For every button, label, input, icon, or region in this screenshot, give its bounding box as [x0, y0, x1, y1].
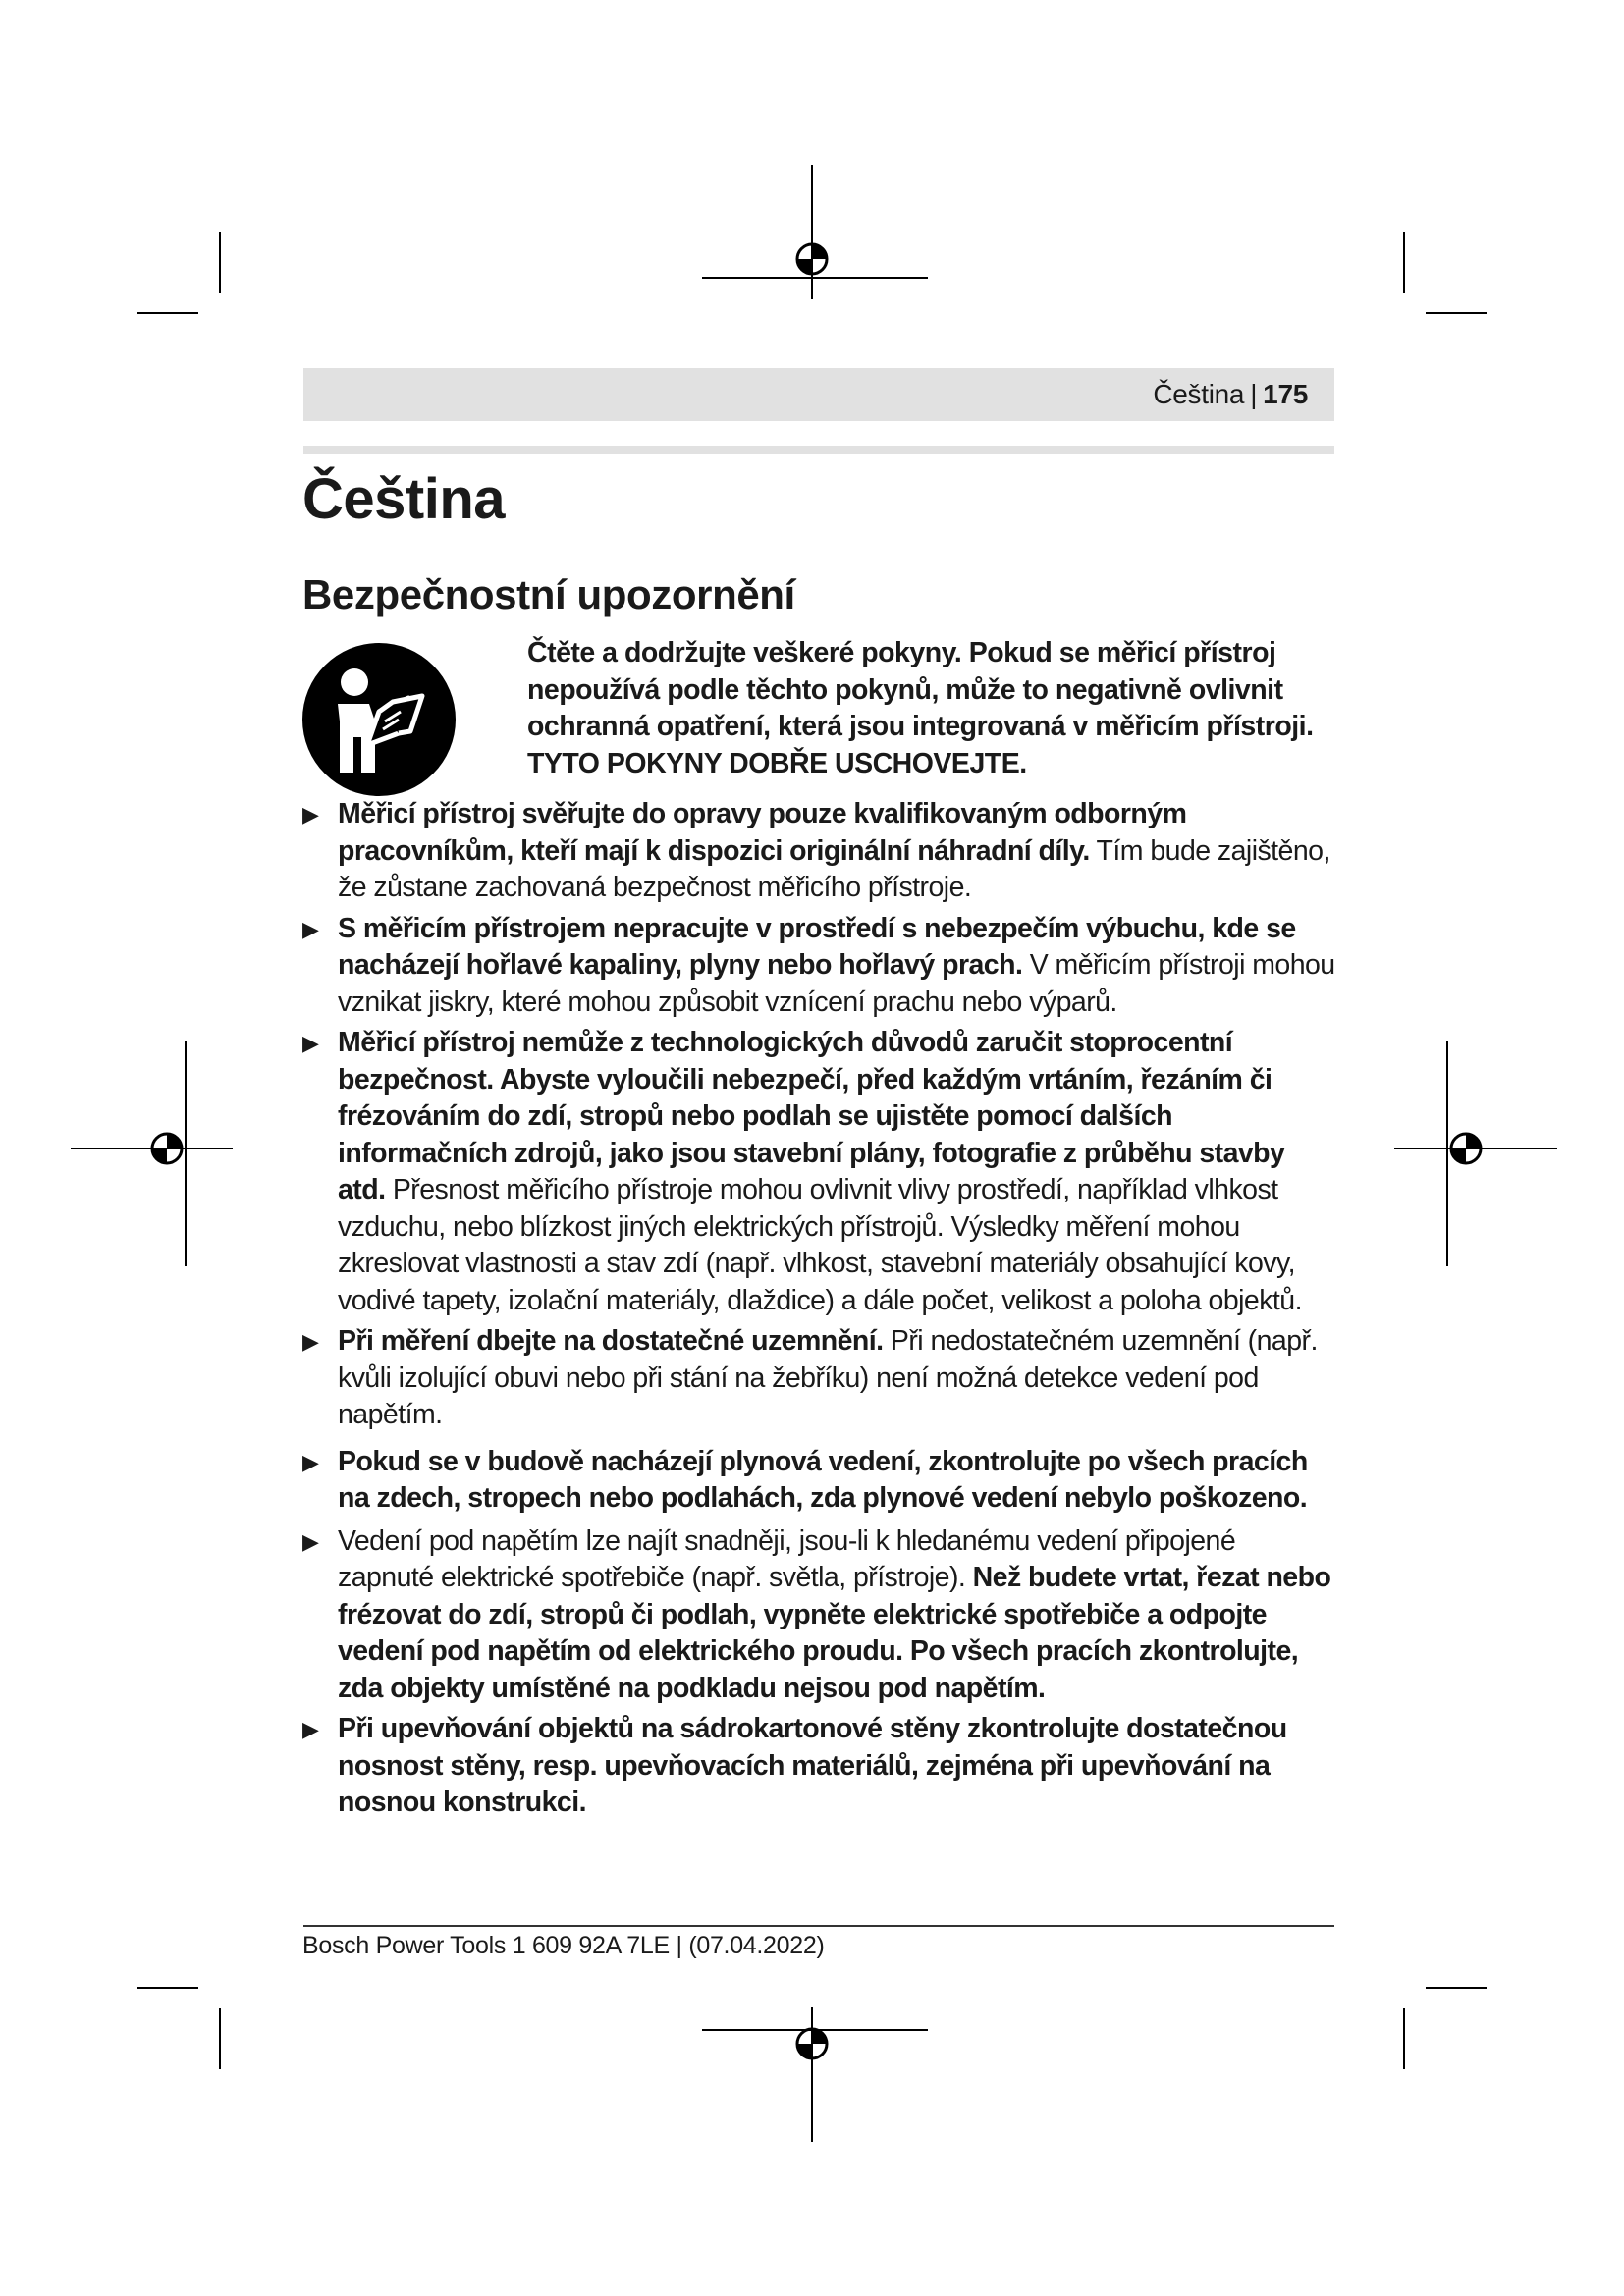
bullet-arrow-icon: ▶ [302, 1329, 319, 1354]
registration-target-top [797, 244, 827, 274]
bullet-bold: Při měření dbejte na dostatečné uzemnění. [338, 1325, 884, 1357]
registration-target-left [152, 1134, 182, 1163]
list-item [302, 1711, 1338, 1822]
page-number: 175 [1263, 379, 1308, 409]
registration-target-right [1451, 1134, 1481, 1163]
bullet-bold: Při upevňování objektů na sádrokartonové stěny zkontrolujte dostatečnou nosnost stěny, resp. upevňovacích materiálů, zejména při upevňování na nosnou konstrukci. [338, 1713, 1287, 1818]
bullet-bold-continuation: Než budete vrtat, řezat nebo frézovat do zdí, stropů či podlah, vypněte elektrické spotřebiče a odpojte vedení pod napětím od elektrického proudu. Po všech pracích zkontrolujte, zda objekty umístěné na podkladu nejsou pod napětím. [338, 1562, 1331, 1704]
footer-rule [303, 1925, 1334, 1927]
bullet-arrow-icon: ▶ [302, 916, 319, 941]
bullet-arrow-icon: ▶ [302, 1717, 319, 1741]
read-manual-icon [302, 643, 456, 796]
bullet-text: Vedení pod napětím lze najít snadněji, jsou-li k hledanému vedení připojené zapnuté elektrické spotřebiče (např. světla, přístroje). [338, 1524, 1236, 1593]
registration-target-bottom [797, 2029, 827, 2058]
bullet-bold: Pokud se v budově nacházejí plynová vedení, zkontrolujte po všech pracích na zdech, stropech nebo podlahách, zda plynové vedení nebylo poškozeno. [338, 1445, 1308, 1514]
intro-keep-instructions: TYTO POKYNY DOBŘE USCHOVEJTE. [527, 747, 1027, 779]
list-item [302, 1025, 1338, 1319]
running-header [1153, 380, 1308, 409]
bullet-arrow-icon: ▶ [302, 1528, 319, 1554]
footer-text: Bosch Power Tools 1 609 92A 7LE | (07.04.2022) [302, 1932, 825, 1959]
bullet-arrow-icon: ▶ [302, 802, 319, 827]
bullet-bold: Měřicí přístroj svěřujte do opravy pouze kvalifikovaným odborným pracovníkům, kteří mají k dispozici originální náhradní díly. [338, 798, 1187, 867]
header-rule [303, 446, 1334, 454]
header-language: Čeština [1153, 379, 1245, 409]
list-item [302, 1523, 1338, 1708]
bullet-arrow-icon: ▶ [302, 1031, 319, 1055]
bullet-text: Přesnost měřicího přístroje mohou ovlivnit vlivy prostředí, například vlhkost vzduchu, nebo blízkost jiných elektrických přístrojů. Výsledky měření mohou zkreslovat vlastnosti a stav zdí (např. vlhkost, stavební materiály obsahující kovy, vodivé tapety, izolační materiály, dlaždice) a dále počet, velikost a poloha objektů. [338, 1174, 1302, 1316]
header-separator: | [1250, 379, 1258, 409]
list-item [302, 796, 1338, 907]
bullet-bold: S měřicím přístrojem nepracujte v prostředí s nebezpečím výbuchu, kde se nacházejí hořlavé kapaliny, plyny nebo hořlavý prach. [338, 912, 1296, 981]
language-title: Čeština [302, 467, 506, 531]
intro-text: Čtěte a dodržujte veškeré pokyny. Pokud se měřicí přístroj nepoužívá podle těchto pokynů, může to negativně ovlivnit ochranná opatření, která jsou integrovaná v měřicím přístroji. [527, 637, 1314, 742]
bullet-text: Tím bude zajištěno, že zůstane zachovaná bezpečnost měřicího přístroje. [338, 834, 1330, 903]
intro-warning [527, 635, 1342, 782]
list-item [302, 1444, 1338, 1518]
bullet-arrow-icon: ▶ [302, 1449, 319, 1474]
list-item [302, 911, 1338, 1022]
bullet-text: Při nedostatečném uzemnění (např. kvůli izolující obuvi nebo při stání na žebříku) není možná detekce vedení pod napětím. [338, 1325, 1318, 1430]
safety-bullet-list [302, 796, 1338, 1822]
bullet-text: V měřicím přístroji mohou vznikat jiskry, které mohou způsobit vznícení prachu nebo výparů. [338, 949, 1335, 1018]
list-item [302, 1323, 1338, 1434]
section-title: Bezpečnostní upozornění [302, 571, 795, 617]
bullet-bold: Měřicí přístroj nemůže z technologických důvodů zaručit stoprocentní bezpečnost. Abyste vyloučili nebezpečí, před každým vrtáním, řezáním či frézováním do zdí, stropů nebo podlah se ujistěte pomocí dalších informačních zdrojů, jako jsou stavební plány, fotografie z průběhu stavby atd. [338, 1027, 1285, 1205]
